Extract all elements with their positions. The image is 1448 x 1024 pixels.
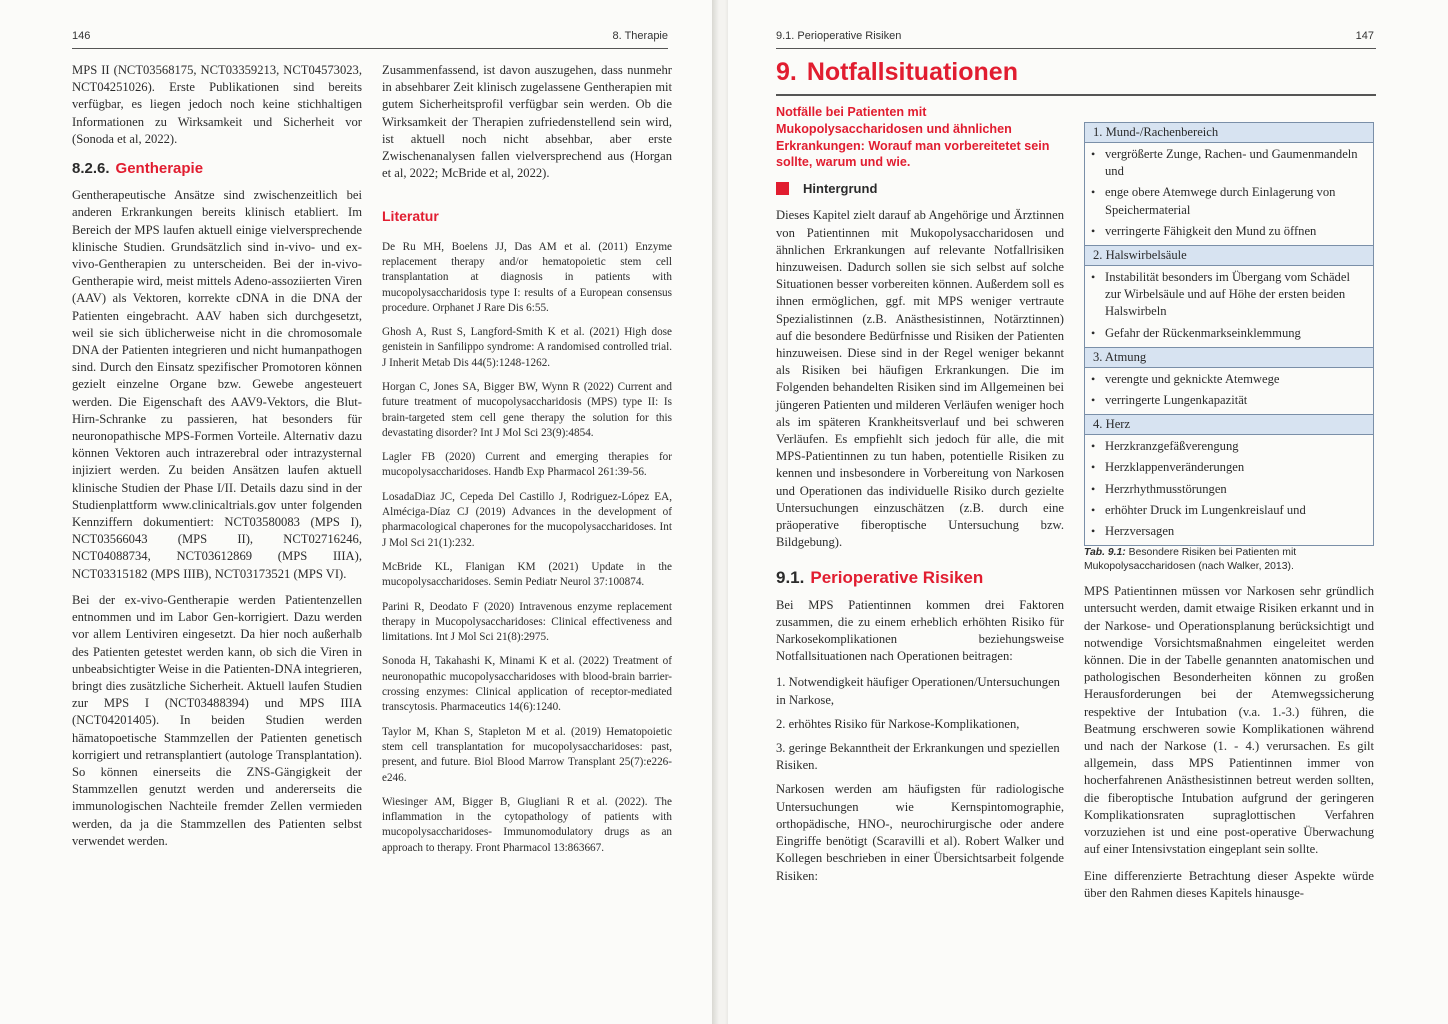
paragraph: Narkosen werden am häufigsten für radiologische Untersuchungen wie Kernspintomographie, orthopädische, HNO-, neurochirurgische oder andere Eingriffe benötigt (Scaravilli et al). Robert Walker und Kollegen beschrieben in einer Übersichtsarbeit folgende Risiken: [776,782,1064,883]
running-head: 9.1. Perioperative Risiken [776,30,902,42]
table-item: • Herzrhythmusstörungen [1091,481,1367,498]
background-heading [776,180,1064,197]
left-page [0,0,716,1024]
numbered-list [776,674,1064,774]
reference-item: Wiesinger AM, Bigger B, Giugliani R et al. (2022). The inflammation in the cytopathology of patients with mucopolysaccharidoses- Immunomodulatory drugs as an approach to therapy. Front Pharmacol 13:863667. [382,795,672,854]
header-rule [776,48,1376,49]
reference-item: De Ru MH, Boelens JJ, Das AM et al. (2011) Enzyme replacement therapy and/or hematopoietic stem cell transplantation at diagnosis in patients with mucopolysaccharidosis type I: results of a European consensus procedure. Orphanet J Rare Dis 6:55. [382,240,672,314]
chapter-rule [776,94,1376,96]
table-category: 4. Herz [1085,414,1373,435]
table-item: • Instabilität besonders im Übergang vom Schädel zur Wirbelsäule und auf Höhe der ersten beiden Halswirbeln [1091,269,1367,321]
right-column [1084,122,1374,911]
page-number: 147 [1355,30,1374,42]
chapter-intro: Notfälle bei Patienten mit Mukopolysaccharidosen und ähnlichen Erkrankungen: Worauf man vorbereitetet sein sollte, warum und wie. [776,105,1050,170]
background-label: Hintergrund [803,181,878,197]
caption-label: Tab. 9.1: [1084,547,1126,559]
paragraph: MPS Patientinnen müssen vor Narkosen sehr gründlich untersucht werden, damit etwaige Risiken erkannt und in der Narkose- und Operationsplanung berücksichtigt und notwendige Vorsichtsmaßnahmen eingeleitet werden können. Die in der Tabelle genannten anatomischen und pathologischen Besonderheiten können zu großen Herausforderungen bei der Atemwegssicherung respektive der Intubation (v.a. 1.-3.) führen, die Beatmung erschweren sowie Komplikationen während und nach der Narkose (1. - 4.) verursachen. Es gilt allgemein, dass MPS Patientinnen immer von hocherfahrenen Anästhesistinnen betreut werden sollten, die fiberoptische Intubation aufgrund der geringeren Komplikationsraten supraglottischen Verfahren vorzuziehen ist und eine post-operative Überwachung auf einer Intensivstation eingeplant sein sollte. [1084,584,1374,857]
table-item: • verringerte Fähigkeit den Mund zu öffnen [1091,223,1367,240]
reference-item: McBride KL, Flanigan KM (2021) Update in the mucopolysaccharidoses. Semin Pediatr Neurol 37:100874. [382,560,672,589]
numbered-item: 3. geringe Bekanntheit der Erkrankungen und speziellen Risiken. [776,741,1060,773]
table-item: • erhöhter Druck im Lungenkreislauf und [1091,502,1367,519]
numbered-item: 1. Notwendigkeit häufiger Operationen/Untersuchungen in Narkose, [776,675,1060,707]
section-title: Gentherapie [115,160,204,178]
header-rule [72,48,668,49]
left-column [776,104,1064,894]
reference-item: Parini R, Deodato F (2020) Intravenous enzyme replacement therapy in Mucopolysaccharidoses: Clinical effectiveness and limitations. Int J Mol Sci 21(8):2975. [382,600,672,644]
table-item-list [1085,368,1373,414]
table-item: • verengte und geknickte Atemwege [1091,371,1367,388]
table-category: 3. Atmung [1085,347,1373,368]
table-item: • enge obere Atemwege durch Einlagerung von Speichermaterial [1091,184,1367,218]
table-item: • Gefahr der Rückenmarkseinklemmung [1091,325,1367,342]
caption-text: Besondere Risiken bei Patienten mit Mukopolysaccharidosen (nach Walker, 2013). [1084,547,1297,573]
reference-item: Lagler FB (2020) Current and emerging therapies for mucopolysaccharidoses. Handb Exp Pharmacol 261:39-56. [382,451,672,479]
chapter-title [776,58,1018,87]
reference-item: Ghosh A, Rust S, Langford-Smith K et al. (2021) High dose genistein in Sanfilippo syndrome: A randomised controlled trial. J Inherit Metab Dis 44(5):1248-1262. [382,326,672,369]
table-item-list [1085,435,1373,545]
numbered-item: 2. erhöhtes Risiko für Narkose-Komplikationen, [776,716,1020,731]
paragraph: Gentherapeutische Ansätze sind zwischenzeitlich bei anderen Erkrankungen bereits klinisch etabliert. Im Bereich der MPS laufen aktuell einige vielversprechende klinische Studien. Grundsätzlich sind in-vivo- und ex-vivo-Gentherapien zu unterscheiden. Bei der in-vivo-Gentherapie wird, meist mittels Adeno-assoziierten Viren (AAV) als Vektoren, korrekte cDNA in die DNA der Patienten eingebracht. AAV haben sich durchgesetzt, weil sie sich üblicherweise nicht in die chromosomale DNA der Patienten integrieren und nicht humanpathogen sind. Durch den Einsatz spezifischer Promotoren können gezielt einzelne Organe bzw. Gewebe angesteuert werden. Die Eigenschaft des AAV9-Vektors, die Blut-Hirn-Schranke zu passieren, hat besonders für neuronopathische MPS-Formen Vorteile. Alternativ dazu können Vektoren auch intrazerebral oder intrazysternal injiziert werden. Zu beiden Ansätzen laufen aktuell klinische Studien der Phase I/II. Details dazu sind in der Studienplattform www.clinicaltrials.gov unter folgenden Kennziffern dokumentiert: NCT03580083 (MPS I), NCT03566043 (MPS II), NCT02716246, NCT04088734, NCT03612869 (MPS IIIA), NCT03315182 (MPS IIIB), NCT03173521 (MPS VI). [72,188,362,581]
table-item-list [1085,266,1373,347]
section-number: 9.1. [776,568,805,588]
table-item: • vergrößerte Zunge, Rachen- und Gaumenmandeln und [1091,146,1367,180]
running-head: 8. Therapie [612,30,668,42]
section-number: 8.2.6. [72,160,110,178]
table-item: • Herzkranzgefäßverengung [1091,438,1367,455]
red-square-marker [776,182,789,195]
page-number: 146 [72,30,91,42]
paragraph: Bei MPS Patientinnen kommen drei Faktoren zusammen, die zu einem erheblich erhöhten Risiko für Narkosekomplikationen beziehungsweise Notfallsituationen nach Operationen beitragen: [776,597,1064,664]
paragraph: MPS II (NCT03568175, NCT03359213, NCT04573023, NCT04251026). Erste Publikationen sind bereits verfügbar, es liegen jedoch noch keine stichhaltigen Informationen zu Wirksamkeit und Sicherheit vor (Sonoda et al, 2022). [72,63,362,146]
section-heading [72,160,362,177]
chapter-number: 9. [776,58,797,86]
right-page [728,0,1448,1024]
table-category: 2. Halswirbelsäule [1085,245,1373,266]
reference-item: Taylor M, Khan S, Stapleton M et al. (2019) Hematopoietic stem cell transplantation for mucopolysaccharidoses: past, present, and future. Biol Blood Marrow Transplant 25(7):e226-e246. [382,725,672,784]
reference-item: Sonoda H, Takahashi K, Minami K et al. (2022) Treatment of neuronopathic mucopolysaccharidoses with blood-brain barrier-crossing enzymes: Clinical application of receptor-mediated transcytosis. Pharmaceutics 14(6):1240. [382,655,672,714]
reference-item: Horgan C, Jones SA, Bigger BW, Wynn R (2022) Current and future treatment of mucopolysaccharidosis (MPS) type II: Is brain-targeted stem cell gene therapy the solution for this devastating disorder? Int J Mol Sci 23(9):4854. [382,381,672,439]
literature-heading: Literatur [382,208,439,225]
paragraph: Dieses Kapitel zielt darauf ab Angehörige und Ärztinnen von Patientinnen mit Mukopolysaccharidosen und ähnlichen Erkrankungen auf relevante Notfallrisiken hinzuweisen. Dadurch sollen sie sich selbst auf solche Situationen besser vorbereiten können. Außerdem soll es ihnen ermöglichen, ggf. mit MPS weniger vertraute Spezialistinnen (z.B. Anästhesistinnen, Notärztinnen) auf die besondere Bedürfnisse und Risiken der Patienten hinzuweisen. Diese sind in der Regel weniger bekannt als Risiken bei häufigen Erkrankungen. Die im Folgenden behandelten Risiken sind im Allgemeinen bei jüngeren Patienten und milderen Verläufen weniger hoch als im späteren Krankheitsverlauf und bei schweren Verläufen. Es empfiehlt sich jedoch für alle, die mit MPS-Patientinnen zu tun haben, potentielle Risiken zu kennen und insbesondere in Vorbereitung von Narkosen und Operationen das individuelle Risiko durch gezielte Untersuchungen einzuschätzen (z.B. durch eine präoperative fiberoptische Untersuchung bzw. Bildgebung). [776,208,1064,550]
table-caption [1084,546,1374,574]
left-column [72,62,362,859]
paragraph: Eine differenzierte Betrachtung dieser Aspekte würde über den Rahmen dieses Kapitels hinausge- [1084,868,1374,900]
section-title: Perioperative Risiken [810,568,984,588]
chapter-title-text: Notfallsituationen [806,58,1018,86]
right-column [382,62,672,865]
paragraph: Bei der ex-vivo-Gentherapie werden Patientenzellen entnommen und im Labor Gen-korrigiert. Dazu werden vor allem Lentiviren eingesetzt. Da hier noch außerhalb des Patienten getestet werden kann, ob sich die Viren in unbeabsichtigter Weise in die Patienten-DNA integrieren, bringt dies zusätzliche Sicherheit. Aktuell laufen Studien zur MPS I (NCT03488394) und MPS IIIA (NCT04201405). In beiden Studien werden hämatopoetische Stammzellen der Patienten genetisch korrigiert und retransplantiert (autologe Transplantation). So können einerseits die ZNS-Gängigkeit der Stammzellen genutzt werden und andererseits die immunologischen Nachteile fremder Zellen vermieden werden, da ja die Stammzellen des Patienten selbst verwendet werden. [72,592,362,848]
table-category: 1. Mund-/Rachenbereich [1085,123,1373,143]
reference-item: LosadaDiaz JC, Cepeda Del Castillo J, Rodriguez-López EA, Alméciga-Díaz CJ (2019) Advances in the development of pharmacological chaperones for the mucopolysaccharidoses. Int J Mol Sci 21(1):232. [382,490,672,549]
table-item: • Herzversagen [1091,523,1367,540]
risk-table [1084,122,1374,546]
table-item-list [1085,143,1373,245]
table-item: • verringerte Lungenkapazität [1091,392,1367,409]
table-item: • Herzklappenveränderungen [1091,459,1367,476]
paragraph: Zusammenfassend, ist davon auszugehen, dass nunmehr in absehbarer Zeit klinisch zugelassene Gentherapien mit gutem Sicherheitsprofil verfügbar sein werden. Ob die Wirksamkeit der Therapien zufriedenstellend sein wird, ist aktuell noch nicht absehbar, aber erste Zwischenanalysen fallen vielversprechend aus (Horgan et al, 2022; McBride et al, 2022). [382,63,672,181]
section-heading [776,569,1064,586]
